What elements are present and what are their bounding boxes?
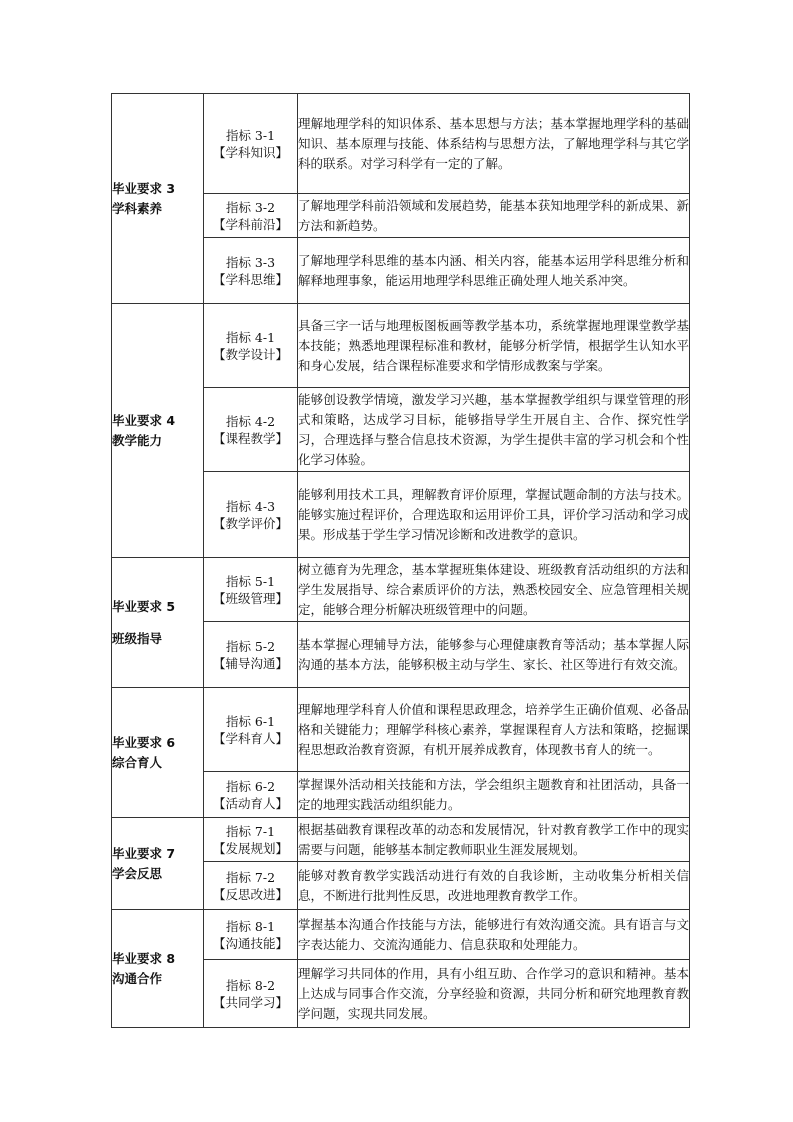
requirement-subtitle: 班级指导 [112, 630, 163, 646]
graduation-requirements-table [111, 93, 690, 1028]
indicator-code: 指标 7-1 [225, 823, 276, 839]
indicator-name: 【学科知识】 [212, 144, 288, 160]
indicator-cell [204, 772, 298, 818]
indicator-description: 能够利用技术工具，理解教育评价原理，掌握试题命制的方法与技术。能够实施过程评价，合理选取和运用评价工具，评价学习活动和学习成果。形成基于学生学习情况诊断和改进教学的意识。 [298, 472, 690, 558]
requirement-title: 毕业要求 4 [112, 412, 176, 428]
indicator-cell [204, 304, 298, 388]
indicator-code: 指标 8-2 [225, 977, 276, 993]
requirement-title: 毕业要求 5 [112, 598, 176, 614]
indicator-description: 根据基础教育课程改革的动态和发展情况，针对教育教学工作中的现实需要与问题，能够基本制定教师职业生涯发展规划。 [298, 818, 690, 862]
requirement-subtitle: 学科素养 [112, 200, 163, 216]
indicator-description: 理解地理学科的知识体系、基本思想与方法；基本掌握地理学科的基础知识、基本原理与技能、体系结构与思想方法，了解地理学科与其它学科的联系。对学习科学有一定的了解。 [298, 94, 690, 194]
table-row [112, 688, 690, 772]
indicator-description: 能够创设教学情境，激发学习兴趣，基本掌握教学组织与课堂管理的形式和策略，达成学习目标，能够指导学生开展自主、合作、探究性学习，合理选择与整合信息技术资源，为学生提供丰富的学习机会和个性化学习体验。 [298, 388, 690, 472]
indicator-description: 掌握基本沟通合作技能与方法，能够进行有效沟通交流。具有语言与文字表达能力、交流沟通能力、信息获取和处理能力。 [298, 910, 690, 960]
indicator-cell [204, 818, 298, 862]
table-row [112, 818, 690, 862]
indicator-name: 【学科前沿】 [212, 216, 288, 232]
indicator-description: 了解地理学科思维的基本内涵、相关内容，能基本运用学科思维分析和解释地理事象，能运用地理学科思维正确处理人地关系冲突。 [298, 238, 690, 304]
indicator-name: 【教学评价】 [212, 515, 288, 531]
indicator-name: 【沟通技能】 [212, 935, 288, 951]
indicator-code: 指标 6-1 [225, 713, 276, 729]
requirement-subtitle: 沟通合作 [112, 970, 163, 986]
indicator-code: 指标 4-1 [225, 329, 276, 345]
indicator-code: 指标 5-2 [225, 638, 276, 654]
requirement-subtitle: 教学能力 [112, 432, 163, 448]
indicator-cell [204, 960, 298, 1028]
table-row [112, 910, 690, 960]
indicator-name: 【辅导沟通】 [212, 655, 288, 671]
indicator-cell [204, 862, 298, 910]
indicator-cell [204, 688, 298, 772]
indicator-cell [204, 472, 298, 558]
indicator-name: 【学科育人】 [212, 730, 288, 746]
indicator-description: 树立德育为先理念，基本掌握班集体建设、班级教育活动组织的方法和学生发展指导、综合素质评价的方法，熟悉校园安全、应急管理相关规定，能够合理分析解决班级管理中的问题。 [298, 558, 690, 622]
indicator-cell [204, 238, 298, 304]
indicator-code: 指标 3-1 [225, 127, 276, 143]
indicator-name: 【反思改进】 [212, 886, 288, 902]
requirement-title: 毕业要求 8 [112, 950, 176, 966]
indicator-code: 指标 3-3 [225, 254, 276, 270]
requirement-cell [112, 818, 204, 910]
indicator-name: 【活动育人】 [212, 795, 288, 811]
requirement-title: 毕业要求 6 [112, 734, 176, 750]
indicator-description: 理解学习共同体的作用，具有小组互助、合作学习的意识和精神。基本上达成与同事合作交流，分享经验和资源，共同分析和研究地理教育教学问题，实现共同发展。 [298, 960, 690, 1028]
requirement-subtitle: 学会反思 [112, 865, 163, 881]
indicator-code: 指标 4-2 [225, 413, 276, 429]
indicator-description: 了解地理学科前沿领域和发展趋势，能基本获知地理学科的新成果、新方法和新趋势。 [298, 194, 690, 238]
requirement-cell [112, 910, 204, 1028]
indicator-code: 指标 3-2 [225, 199, 276, 215]
requirement-cell [112, 688, 204, 818]
requirement-title: 毕业要求 7 [112, 845, 176, 861]
indicator-code: 指标 6-2 [225, 778, 276, 794]
indicator-cell [204, 622, 298, 688]
indicator-code: 指标 7-2 [225, 869, 276, 885]
table-row [112, 94, 690, 194]
indicator-cell [204, 910, 298, 960]
indicator-code: 指标 8-1 [225, 918, 276, 934]
indicator-description: 基本掌握心理辅导方法，能够参与心理健康教育等活动；基本掌握人际沟通的基本方法，能够积极主动与学生、家长、社区等进行有效交流。 [298, 622, 690, 688]
indicator-code: 指标 4-3 [225, 498, 276, 514]
indicator-description: 能够对教育教学实践活动进行有效的自我诊断，主动收集分析相关信息，不断进行批判性反思，改进地理教育教学工作。 [298, 862, 690, 910]
indicator-code: 指标 5-1 [225, 573, 276, 589]
indicator-name: 【学科思维】 [212, 271, 288, 287]
requirement-cell [112, 558, 204, 688]
indicator-description: 掌握课外活动相关技能和方法，学会组织主题教育和社团活动，具备一定的地理实践活动组织能力。 [298, 772, 690, 818]
indicator-name: 【共同学习】 [212, 994, 288, 1010]
indicator-name: 【班级管理】 [212, 590, 288, 606]
indicator-cell [204, 194, 298, 238]
table-row [112, 558, 690, 622]
requirement-title: 毕业要求 3 [112, 180, 176, 196]
requirement-cell [112, 304, 204, 558]
indicator-description: 理解地理学科育人价值和课程思政理念，培养学生正确价值观、必备品格和关键能力；理解学科核心素养，掌握课程育人方法和策略，挖掘课程思想政治教育资源，有机开展养成教育，体现教书育人的统一。 [298, 688, 690, 772]
indicator-name: 【教学设计】 [212, 346, 288, 362]
requirement-cell [112, 94, 204, 304]
indicator-cell [204, 558, 298, 622]
table-row [112, 304, 690, 388]
indicator-name: 【发展规划】 [212, 840, 288, 856]
indicator-name: 【课程教学】 [212, 430, 288, 446]
indicator-cell [204, 388, 298, 472]
indicator-description: 具备三字一话与地理板图板画等教学基本功，系统掌握地理课堂教学基本技能；熟悉地理课程标准和教材，能够分析学情，根据学生认知水平和身心发展，结合课程标准要求和学情形成教案与学案。 [298, 304, 690, 388]
requirement-subtitle: 综合育人 [112, 754, 163, 770]
indicator-cell [204, 94, 298, 194]
